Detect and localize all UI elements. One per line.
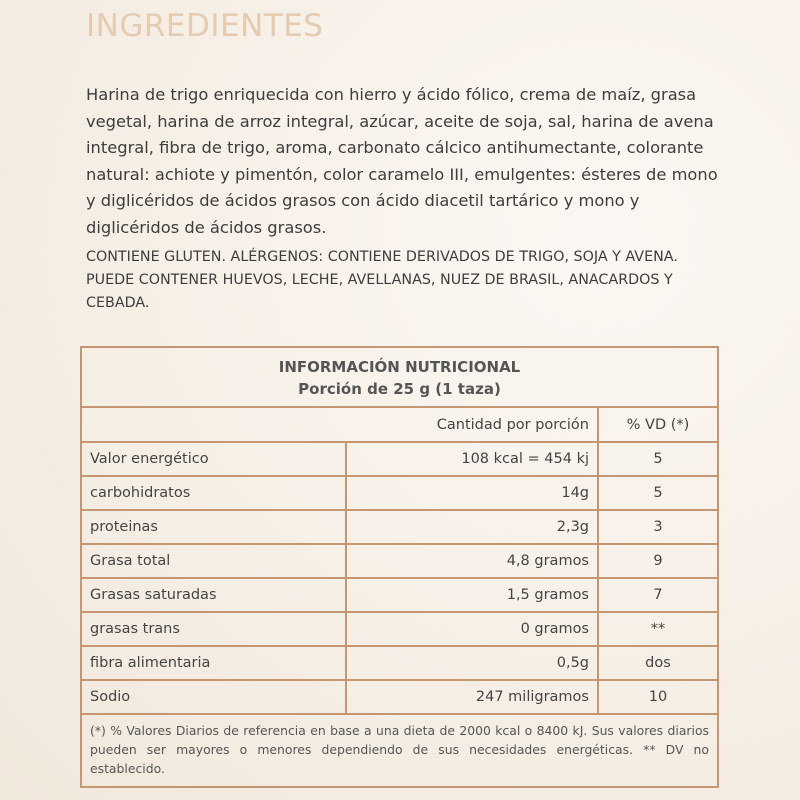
column-header-vd: % VD (*) <box>598 408 717 442</box>
nutrition-footnote: (*) % Valores Diarios de referencia en base a una dieta de 2000 kcal o 8400 kJ. Sus valores diarios pueden ser mayores o menores dependiendo de sus necesidades energéticas. ** DV no establecido. <box>90 723 709 776</box>
nutrient-vd: ** <box>598 612 717 646</box>
nutrition-portion: Porción de 25 g (1 taza) <box>298 380 501 398</box>
nutrient-vd: dos <box>598 646 717 680</box>
table-row <box>82 578 717 612</box>
nutrient-name: Grasas saturadas <box>82 578 346 612</box>
table-row <box>82 646 717 680</box>
table-row <box>82 510 717 544</box>
nutrient-vd: 5 <box>598 442 717 476</box>
nutrient-vd: 3 <box>598 510 717 544</box>
nutrition-column-header <box>82 408 717 442</box>
nutrient-name: Sodio <box>82 680 346 714</box>
page-title: INGREDIENTES <box>86 8 324 44</box>
table-row <box>82 544 717 578</box>
nutrient-vd: 5 <box>598 476 717 510</box>
nutrient-amount: 247 miligramos <box>346 680 598 714</box>
nutrient-amount: 0 gramos <box>346 612 598 646</box>
nutrient-amount: 0,5g <box>346 646 598 680</box>
nutrient-name: Valor energético <box>82 442 346 476</box>
table-row <box>82 476 717 510</box>
column-header-amount: Cantidad por porción <box>346 408 598 442</box>
nutrition-table <box>80 346 719 788</box>
nutrient-name: Grasa total <box>82 544 346 578</box>
nutrient-amount: 1,5 gramos <box>346 578 598 612</box>
nutrition-title: INFORMACIÓN NUTRICIONAL <box>278 358 521 376</box>
table-row <box>82 442 717 476</box>
nutrient-amount: 2,3g <box>346 510 598 544</box>
nutrient-amount: 108 kcal = 454 kj <box>346 442 598 476</box>
nutrient-name: proteinas <box>82 510 346 544</box>
table-row <box>82 680 717 714</box>
nutrient-name: carbohidratos <box>82 476 346 510</box>
nutrient-name: grasas trans <box>82 612 346 646</box>
nutrient-name: fibra alimentaria <box>82 646 346 680</box>
table-row <box>82 612 717 646</box>
column-header-empty <box>82 408 346 442</box>
nutrient-amount: 4,8 gramos <box>346 544 598 578</box>
nutrition-rows <box>82 408 717 715</box>
nutrition-header <box>82 348 717 408</box>
ingredients-text: Harina de trigo enriquecida con hierro y ácido fólico, crema de maíz, grasa vegetal, harina de arroz integral, azúcar, aceite de soja, sal, harina de avena integral, fibra de trigo, aroma, carbonato cálcico antihumectante, colorante natural: achiote y pimentón, color caramelo III, emulgentes: ésteres de mono y diglicéridos de ácidos grasos con ácido diacetil tartárico y mono y diglicéridos de ácidos grasos. <box>86 85 718 237</box>
nutrient-vd: 7 <box>598 578 717 612</box>
allergens-text: CONTIENE GLUTEN. ALÉRGENOS: CONTIENE DERIVADOS DE TRIGO, SOJA Y AVENA. PUEDE CONTENER HUEVOS, LECHE, AVELLANAS, NUEZ DE BRASIL, ANACARDOS Y CEBADA. <box>86 249 678 311</box>
nutrient-amount: 14g <box>346 476 598 510</box>
nutrient-vd: 9 <box>598 544 717 578</box>
nutrient-vd: 10 <box>598 680 717 714</box>
